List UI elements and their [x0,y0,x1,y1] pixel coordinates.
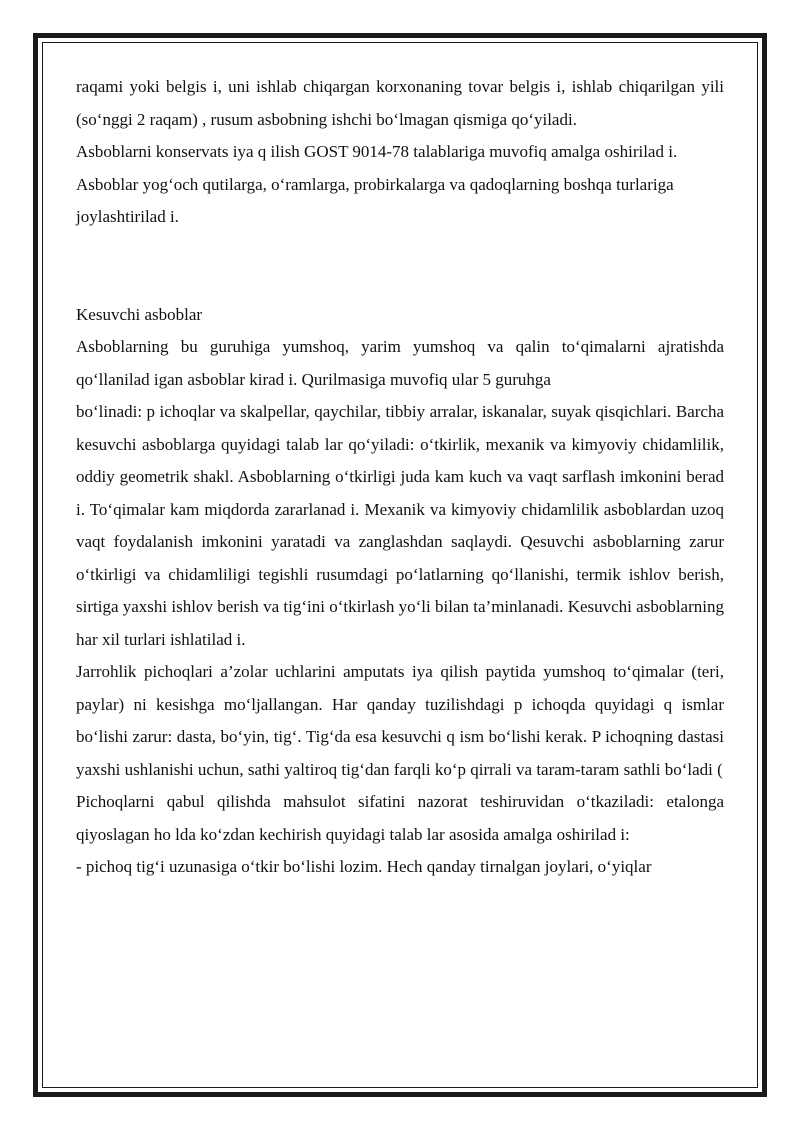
paragraph-marking: raqami yoki belgis i, uni ishlab chiqargan korxonaning tovar belgis i, ishlab chiqarilgan yili (so‘nggi 2 raqam) , rusum asbobning ishchi bo‘lmagan qismiga qo‘yiladi. [76,77,724,129]
paragraph-packaging: Asboblar yog‘och qutilarga, o‘ramlarga, probirkalarga va qadoqlarning boshqa turlariga joylashtirilad i. [76,174,674,226]
paragraph-cutting-tools-requirements: bo‘linadi: p ichoqlar va skalpellar, qaychilar, tibbiy arralar, iskanalar, suyak qisqichlari. Barcha kesuvchi asboblarga quyidagi talab lar qo‘yiladi: o‘tkirlik, mexanik va kimyoviy chidamlilik, oddiy geometrik shakl. Asboblarning o‘tkirligi juda kam kuch va vaqt sarflash imkonini berad i. To‘qimalar kam miqdorda zararlanad i. Mexanik va kimyoviy chidamlilik asboblardan uzoq vaqt foydalanish imkonini yaratadi va zanglashdan saqlaydi. Qesuvchi asboblarning zarur o‘tkirligi va chidamliligi tegishli rusumdagi po‘latlarning qo‘llanishi, termik ishlov berish, sirtiga yaxshi ishlov berish va tig‘ini o‘tkirlash yo‘li bilan ta’minlanadi. Kesuvchi asboblarning har xil turlari ishlatilad i. [76,402,724,649]
paragraph-conservation: Asboblarni konservats iya q ilish GOST 9014-78 talablariga muvofiq amalga oshirilad i. [76,142,678,161]
list-item-blade: - pichoq tig‘i uzunasiga o‘tkir bo‘lishi lozim. Hech qanday tirnalgan joylari, o‘yiqlar [76,857,652,876]
paragraph-quality-control: Pichoqlarni qabul qilishda mahsulot sifatini nazorat teshiruvidan o‘tkaziladi: etalonga qiyoslagan ho lda ko‘zdan kechirish quyidagi talab lar asosida amalga oshirilad i: [76,792,724,844]
section-heading: Kesuvchi asboblar [76,304,203,324]
paragraph-spacer [76,234,724,299]
paragraph-surgical-knives: Jarrohlik pichoqlari a’zolar uchlarini amputats iya qilish paytida yumshoq to‘qimalar (teri, paylar) ni kesishga mo‘ljallangan. Har qanday tuzilishdagi p ichoqda quyidagi q ismlar bo‘lishi zarur: dasta, bo‘yin, tig‘. Tig‘da esa kesuvchi q ism bo‘lishi kerak. P ichoqning dastasi yaxshi ushlanishi uchun, sathi yaltiroq tig‘dan farqli ko‘p qirrali va taram-taram sathli bo‘ladi ( [76,662,724,779]
paragraph-cutting-tools-intro: Asboblarning bu guruhiga yumshoq, yarim yumshoq va qalin to‘qimalarni ajratishda qo‘llanilad igan asboblar kirad i. Qurilmasiga muvofiq ular 5 guruhga [76,337,724,389]
document-body [76,71,724,884]
